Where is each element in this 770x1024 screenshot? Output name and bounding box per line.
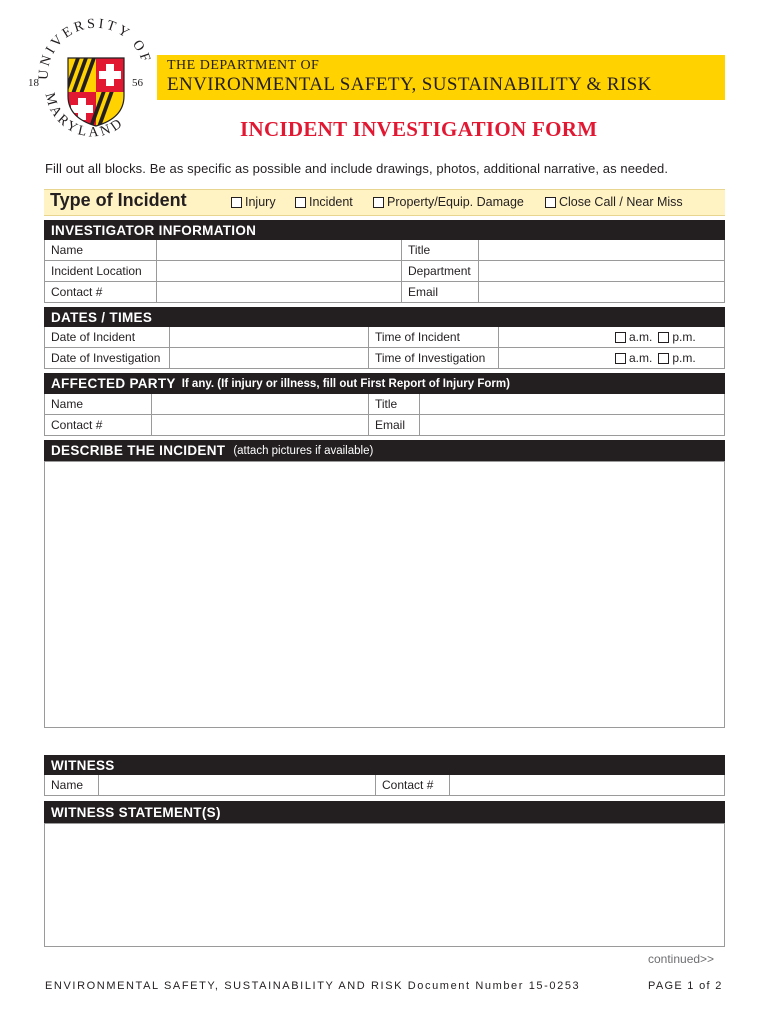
describe-note: (attach pictures if available) [233,444,374,457]
incident-description-field[interactable] [44,461,725,728]
seal-bottom-text: MARYLAND [41,91,128,138]
dates-section-heading: DATES / TIMES [44,307,725,327]
continued-note: continued>> [648,952,715,966]
affected-title-field[interactable] [420,394,724,414]
contact-label: Contact # [51,418,103,432]
email-label: Email [408,285,439,299]
department-prefix: THE DEPARTMENT OF [167,58,320,73]
investigator-row-location [44,261,725,282]
title-label: Title [408,243,431,257]
affected-email-field[interactable] [420,415,724,435]
date-of-incident-field[interactable] [170,327,369,347]
incident-ampm-options[interactable]: a.m. p.m. [611,327,724,347]
witness-statement-field[interactable] [44,823,725,947]
contact-label: Contact # [382,778,434,792]
investigator-contact-field[interactable] [157,282,402,302]
describe-section-heading: DESCRIBE THE INCIDENT (attach pictures if available) [44,440,725,461]
property-damage-checkbox-option[interactable] [373,195,524,209]
investigator-row-name [44,240,725,261]
contact-label: Contact # [51,285,103,299]
checkbox-label: Incident [309,195,353,209]
name-label: Name [51,778,84,792]
investigator-email-field[interactable] [479,282,724,302]
checkbox-label: Injury [245,195,276,209]
time-of-investigation-field[interactable] [499,348,612,368]
am-checkbox-icon[interactable] [615,332,626,343]
name-label: Name [51,397,84,411]
time-of-investigation-label: Time of Investigation [375,351,486,365]
seal-year-left: 18 [28,77,39,89]
date-of-investigation-label: Date of Investigation [51,351,161,365]
department-field[interactable] [479,261,724,281]
am-checkbox-icon[interactable] [615,353,626,364]
witness-contact-field[interactable] [450,775,724,795]
checkbox-icon[interactable] [231,197,242,208]
incident-checkbox-option[interactable] [295,195,353,209]
time-of-incident-label: Time of Incident [375,330,460,344]
injury-checkbox-option[interactable] [231,195,276,209]
witness-row [44,775,725,796]
investigation-ampm-options[interactable]: a.m. p.m. [611,348,724,368]
checkbox-label: Property/Equip. Damage [387,195,524,209]
investigator-name-field[interactable] [157,240,402,260]
pm-checkbox-icon[interactable] [658,353,669,364]
affected-name-field[interactable] [152,394,369,414]
checkbox-icon[interactable] [295,197,306,208]
checkbox-icon[interactable] [545,197,556,208]
affected-party-section-heading: AFFECTED PARTY If any. (If injury or illness, fill out First Report of Injury Form) [44,373,725,394]
date-of-investigation-field[interactable] [170,348,369,368]
dates-row-investigation [44,348,725,369]
dates-row-incident [44,327,725,348]
seal-top-text: UNIVERSITY OF [36,16,154,81]
incident-location-field[interactable] [157,261,402,281]
type-of-incident-label: Type of Incident [50,190,187,210]
checkbox-label: Close Call / Near Miss [559,195,683,209]
department-label: Department [408,264,471,278]
affected-party-note: If any. (If injury or illness, fill out First Report of Injury Form) [181,377,510,390]
investigator-title-field[interactable] [479,240,724,260]
affected-row-name [44,394,725,415]
witness-statement-section-heading: WITNESS STATEMENT(S) [44,801,725,823]
incident-location-label: Incident Location [51,264,142,278]
affected-row-contact [44,415,725,436]
witness-section-heading: WITNESS [44,755,725,775]
email-label: Email [375,418,406,432]
title-label: Title [375,397,398,411]
checkbox-icon[interactable] [373,197,384,208]
document-number: ENVIRONMENTAL SAFETY, SUSTAINABILITY AND RISK Document Number 15-0253 [45,980,581,992]
date-of-incident-label: Date of Incident [51,330,136,344]
time-of-incident-field[interactable] [499,327,612,347]
investigator-row-contact [44,282,725,303]
page-number: PAGE 1 of 2 [648,980,723,992]
form-title: INCIDENT INVESTIGATION FORM [240,117,598,141]
witness-name-field[interactable] [99,775,376,795]
near-miss-checkbox-option[interactable] [545,195,683,209]
university-seal [26,14,158,138]
department-name: ENVIRONMENTAL SAFETY, SUSTAINABILITY & RISK [167,74,652,95]
affected-contact-field[interactable] [152,415,369,435]
form-instructions: Fill out all blocks. Be as specific as possible and include drawings, photos, additional narrative, as needed. [45,161,669,176]
name-label: Name [51,243,84,257]
investigator-section-heading: INVESTIGATOR INFORMATION [44,220,725,240]
seal-year-right: 56 [132,77,143,89]
pm-checkbox-icon[interactable] [658,332,669,343]
